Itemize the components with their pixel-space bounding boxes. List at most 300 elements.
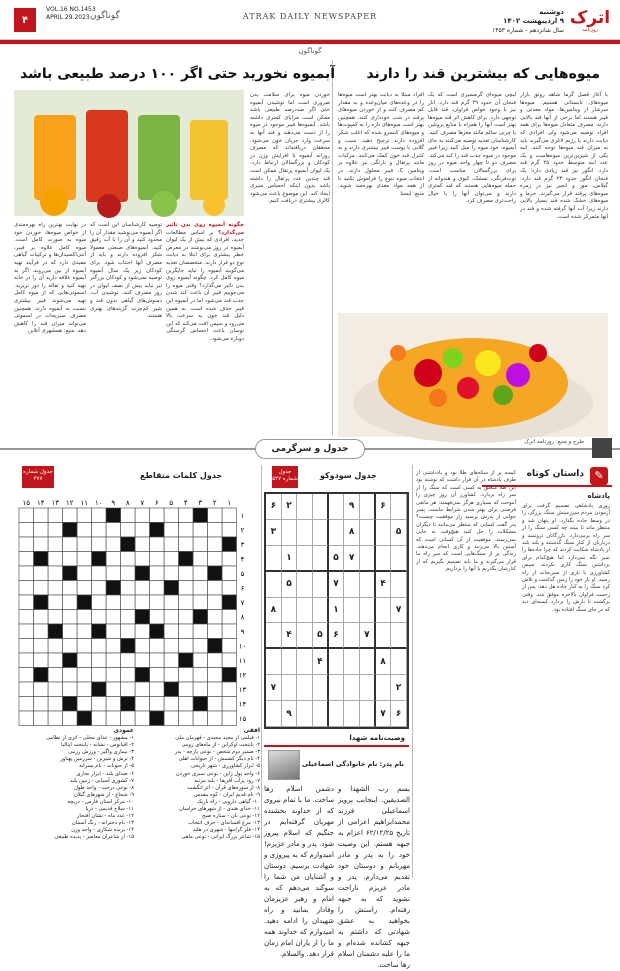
crossword-cell[interactable] [179, 639, 194, 654]
crossword-cell[interactable] [63, 610, 78, 625]
crossword-cell[interactable] [121, 653, 136, 668]
crossword-cell[interactable] [179, 697, 194, 712]
crossword-cell[interactable] [34, 682, 49, 697]
sudoku-cell[interactable] [282, 520, 298, 546]
crossword-cell[interactable] [34, 697, 49, 712]
crossword-cell[interactable] [208, 552, 223, 567]
crossword-cell[interactable] [135, 653, 150, 668]
crossword-cell[interactable] [135, 697, 150, 712]
crossword-cell[interactable] [193, 697, 208, 712]
sudoku-cell[interactable]: ۸ [376, 649, 392, 675]
sudoku-cell[interactable]: ۱ [329, 598, 345, 624]
crossword-cell[interactable] [34, 711, 49, 726]
crossword-cell[interactable] [193, 566, 208, 581]
crossword-cell[interactable] [135, 508, 150, 523]
sudoku-cell[interactable]: ۶ [376, 494, 392, 520]
crossword-cell[interactable] [222, 653, 237, 668]
sudoku-cell[interactable]: ۸ [266, 598, 282, 624]
crossword-cell[interactable] [121, 595, 136, 610]
sudoku-cell[interactable] [391, 623, 407, 649]
crossword-cell[interactable] [63, 668, 78, 683]
sudoku-cell[interactable] [282, 598, 298, 624]
crossword-cell[interactable] [193, 581, 208, 596]
crossword-cell[interactable] [63, 508, 78, 523]
sudoku-cell[interactable] [282, 649, 298, 675]
sudoku-cell[interactable] [344, 598, 360, 624]
sudoku-cell[interactable] [313, 598, 329, 624]
crossword-cell[interactable] [222, 624, 237, 639]
crossword-cell[interactable] [135, 595, 150, 610]
crossword-cell[interactable] [150, 595, 165, 610]
sudoku-cell[interactable] [360, 520, 376, 546]
crossword-cell[interactable] [222, 668, 237, 683]
sudoku-cell[interactable]: ۵ [282, 572, 298, 598]
crossword-cell[interactable] [92, 697, 107, 712]
crossword-cell[interactable] [121, 581, 136, 596]
sudoku-cell[interactable] [297, 623, 313, 649]
crossword-cell[interactable] [48, 682, 63, 697]
sudoku-cell[interactable]: ۷ [329, 572, 345, 598]
sudoku-cell[interactable] [360, 494, 376, 520]
sudoku-cell[interactable]: ۶ [329, 623, 345, 649]
sudoku-cell[interactable]: ۱ [282, 546, 298, 572]
crossword-cell[interactable] [19, 639, 34, 654]
sudoku-cell[interactable] [266, 546, 282, 572]
crossword-cell[interactable] [92, 668, 107, 683]
sudoku-cell[interactable] [391, 649, 407, 675]
crossword-cell[interactable] [222, 566, 237, 581]
sudoku-cell[interactable] [329, 675, 345, 701]
crossword-cell[interactable] [150, 711, 165, 726]
crossword-cell[interactable] [179, 610, 194, 625]
crossword-cell[interactable] [92, 566, 107, 581]
sudoku-cell[interactable] [344, 701, 360, 727]
crossword-cell[interactable] [34, 639, 49, 654]
crossword-cell[interactable] [19, 537, 34, 552]
crossword-cell[interactable] [63, 639, 78, 654]
crossword-cell[interactable] [164, 581, 179, 596]
crossword-cell[interactable] [135, 639, 150, 654]
crossword-cell[interactable] [63, 624, 78, 639]
crossword-cell[interactable] [164, 653, 179, 668]
crossword-cell[interactable] [121, 523, 136, 538]
crossword-cell[interactable] [106, 537, 121, 552]
crossword-cell[interactable] [77, 581, 92, 596]
crossword-cell[interactable] [106, 581, 121, 596]
sudoku-cell[interactable]: ۷ [376, 701, 392, 727]
crossword-cell[interactable] [164, 523, 179, 538]
crossword-cell[interactable] [92, 537, 107, 552]
sudoku-cell[interactable] [297, 598, 313, 624]
crossword-cell[interactable] [63, 682, 78, 697]
crossword-cell[interactable] [63, 697, 78, 712]
crossword-cell[interactable] [92, 523, 107, 538]
sudoku-cell[interactable]: ۵ [391, 520, 407, 546]
sudoku-cell[interactable] [376, 675, 392, 701]
crossword-cell[interactable] [19, 653, 34, 668]
crossword-cell[interactable] [19, 668, 34, 683]
crossword-cell[interactable] [222, 682, 237, 697]
crossword-cell[interactable] [92, 595, 107, 610]
crossword-cell[interactable] [150, 523, 165, 538]
crossword-cell[interactable] [48, 639, 63, 654]
sudoku-cell[interactable] [313, 675, 329, 701]
sudoku-cell[interactable] [360, 649, 376, 675]
crossword-cell[interactable] [77, 610, 92, 625]
crossword-cell[interactable] [19, 610, 34, 625]
crossword-cell[interactable] [34, 566, 49, 581]
crossword-cell[interactable] [48, 668, 63, 683]
sudoku-cell[interactable] [344, 675, 360, 701]
crossword-cell[interactable] [106, 595, 121, 610]
crossword-cell[interactable] [193, 610, 208, 625]
sudoku-cell[interactable] [297, 520, 313, 546]
crossword-cell[interactable] [208, 610, 223, 625]
sudoku-cell[interactable] [376, 520, 392, 546]
sudoku-cell[interactable] [297, 494, 313, 520]
sudoku-cell[interactable] [329, 494, 345, 520]
crossword-cell[interactable] [150, 653, 165, 668]
crossword-cell[interactable] [150, 682, 165, 697]
crossword-cell[interactable] [121, 566, 136, 581]
crossword-cell[interactable] [135, 682, 150, 697]
sudoku-cell[interactable] [391, 494, 407, 520]
crossword-cell[interactable] [48, 653, 63, 668]
crossword-cell[interactable] [63, 566, 78, 581]
crossword-cell[interactable] [193, 682, 208, 697]
crossword-cell[interactable] [222, 697, 237, 712]
crossword-cell[interactable] [34, 595, 49, 610]
crossword-cell[interactable] [48, 523, 63, 538]
crossword-cell[interactable] [179, 552, 194, 567]
crossword-cell[interactable] [222, 581, 237, 596]
crossword-cell[interactable] [19, 682, 34, 697]
crossword-cell[interactable] [34, 668, 49, 683]
crossword-cell[interactable] [48, 581, 63, 596]
crossword-cell[interactable] [150, 610, 165, 625]
crossword-cell[interactable] [77, 624, 92, 639]
crossword-cell[interactable] [208, 595, 223, 610]
crossword-cell[interactable] [77, 523, 92, 538]
crossword-cell[interactable] [106, 639, 121, 654]
sudoku-cell[interactable] [344, 623, 360, 649]
sudoku-cell[interactable]: ۷ [266, 675, 282, 701]
sudoku-grid[interactable] [264, 492, 409, 729]
crossword-cell[interactable] [77, 682, 92, 697]
crossword-cell[interactable] [34, 523, 49, 538]
crossword-cell[interactable] [135, 523, 150, 538]
crossword-cell[interactable] [48, 537, 63, 552]
crossword-cell[interactable] [48, 711, 63, 726]
crossword-cell[interactable] [179, 624, 194, 639]
sudoku-cell[interactable] [266, 649, 282, 675]
crossword-cell[interactable] [34, 508, 49, 523]
sudoku-cell[interactable]: ۶ [391, 701, 407, 727]
crossword-cell[interactable] [77, 668, 92, 683]
crossword-cell[interactable] [92, 610, 107, 625]
crossword-cell[interactable] [19, 595, 34, 610]
crossword-cell[interactable] [106, 610, 121, 625]
crossword-cell[interactable] [193, 624, 208, 639]
sudoku-cell[interactable] [344, 649, 360, 675]
sudoku-cell[interactable] [313, 572, 329, 598]
crossword-cell[interactable] [164, 697, 179, 712]
crossword-cell[interactable] [150, 537, 165, 552]
crossword-cell[interactable] [222, 508, 237, 523]
sudoku-cell[interactable]: ۴ [282, 623, 298, 649]
sudoku-cell[interactable]: ۳ [266, 520, 282, 546]
crossword-cell[interactable] [48, 610, 63, 625]
crossword-cell[interactable] [77, 639, 92, 654]
crossword-cell[interactable] [193, 508, 208, 523]
crossword-cell[interactable] [48, 552, 63, 567]
crossword-cell[interactable] [19, 624, 34, 639]
crossword-cell[interactable] [179, 682, 194, 697]
crossword-cell[interactable] [63, 653, 78, 668]
crossword-cell[interactable] [63, 581, 78, 596]
crossword-cell[interactable] [150, 552, 165, 567]
crossword-cell[interactable] [193, 595, 208, 610]
crossword-cell[interactable] [106, 523, 121, 538]
sudoku-cell[interactable]: ۲ [391, 675, 407, 701]
crossword-cell[interactable] [121, 552, 136, 567]
sudoku-cell[interactable] [360, 572, 376, 598]
sudoku-cell[interactable] [391, 546, 407, 572]
crossword-cell[interactable] [164, 552, 179, 567]
crossword-cell[interactable] [179, 595, 194, 610]
crossword-cell[interactable] [34, 552, 49, 567]
sudoku-cell[interactable] [297, 675, 313, 701]
crossword-cell[interactable] [208, 711, 223, 726]
sudoku-cell[interactable] [282, 675, 298, 701]
crossword-cell[interactable] [208, 653, 223, 668]
crossword-cell[interactable] [150, 566, 165, 581]
crossword-cell[interactable] [63, 595, 78, 610]
crossword-cell[interactable] [48, 624, 63, 639]
crossword-cell[interactable] [19, 566, 34, 581]
crossword-cell[interactable] [208, 581, 223, 596]
sudoku-cell[interactable]: ۲ [282, 494, 298, 520]
crossword-cell[interactable] [222, 523, 237, 538]
crossword-cell[interactable] [150, 668, 165, 683]
sudoku-cell[interactable] [329, 649, 345, 675]
sudoku-cell[interactable]: ۵ [329, 546, 345, 572]
crossword-cell[interactable] [222, 711, 237, 726]
crossword-cell[interactable] [150, 581, 165, 596]
crossword-cell[interactable] [63, 711, 78, 726]
sudoku-cell[interactable]: ۴ [376, 572, 392, 598]
crossword-cell[interactable] [92, 653, 107, 668]
crossword-cell[interactable] [106, 552, 121, 567]
crossword-cell[interactable] [208, 668, 223, 683]
crossword-cell[interactable] [135, 552, 150, 567]
crossword-cell[interactable] [208, 624, 223, 639]
crossword-cell[interactable] [19, 697, 34, 712]
crossword-cell[interactable] [106, 668, 121, 683]
crossword-cell[interactable] [208, 639, 223, 654]
sudoku-cell[interactable] [266, 623, 282, 649]
crossword-cell[interactable] [92, 682, 107, 697]
sudoku-cell[interactable]: ۹ [282, 701, 298, 727]
crossword-cell[interactable] [208, 508, 223, 523]
sudoku-cell[interactable] [313, 701, 329, 727]
crossword-cell[interactable] [34, 624, 49, 639]
crossword-cell[interactable] [193, 653, 208, 668]
sudoku-cell[interactable]: ۷ [391, 598, 407, 624]
crossword-cell[interactable] [164, 639, 179, 654]
crossword-cell[interactable] [164, 668, 179, 683]
crossword-cell[interactable] [92, 581, 107, 596]
crossword-cell[interactable] [19, 508, 34, 523]
crossword-cell[interactable] [77, 595, 92, 610]
crossword-cell[interactable] [92, 552, 107, 567]
sudoku-cell[interactable] [329, 520, 345, 546]
sudoku-cell[interactable] [360, 598, 376, 624]
crossword-cell[interactable] [208, 566, 223, 581]
crossword-cell[interactable] [179, 566, 194, 581]
crossword-cell[interactable] [106, 711, 121, 726]
crossword-cell[interactable] [135, 711, 150, 726]
crossword-cell[interactable] [208, 697, 223, 712]
crossword-cell[interactable] [179, 581, 194, 596]
crossword-cell[interactable] [48, 508, 63, 523]
sudoku-cell[interactable]: ۶ [266, 494, 282, 520]
sudoku-cell[interactable]: ۷ [360, 623, 376, 649]
crossword-cell[interactable] [121, 537, 136, 552]
crossword-cell[interactable] [19, 552, 34, 567]
sudoku-cell[interactable] [297, 649, 313, 675]
sudoku-cell[interactable] [329, 701, 345, 727]
crossword-cell[interactable] [77, 711, 92, 726]
crossword-cell[interactable] [63, 523, 78, 538]
crossword-cell[interactable] [106, 508, 121, 523]
crossword-cell[interactable] [121, 668, 136, 683]
crossword-cell[interactable] [135, 668, 150, 683]
sudoku-cell[interactable] [360, 675, 376, 701]
sudoku-cell[interactable]: ۸ [344, 520, 360, 546]
crossword-cell[interactable] [77, 508, 92, 523]
sudoku-cell[interactable] [360, 546, 376, 572]
crossword-cell[interactable] [92, 624, 107, 639]
crossword-cell[interactable] [121, 639, 136, 654]
crossword-cell[interactable] [193, 523, 208, 538]
crossword-cell[interactable] [164, 566, 179, 581]
crossword-cell[interactable] [208, 537, 223, 552]
crossword-cell[interactable] [121, 610, 136, 625]
crossword-cell[interactable] [222, 595, 237, 610]
sudoku-cell[interactable] [297, 572, 313, 598]
crossword-cell[interactable] [34, 610, 49, 625]
crossword-cell[interactable] [164, 610, 179, 625]
sudoku-cell[interactable] [266, 572, 282, 598]
crossword-cell[interactable] [135, 610, 150, 625]
sudoku-cell[interactable] [391, 572, 407, 598]
crossword-cell[interactable] [48, 566, 63, 581]
sudoku-cell[interactable]: ۹ [344, 494, 360, 520]
sudoku-cell[interactable] [266, 701, 282, 727]
sudoku-cell[interactable] [297, 546, 313, 572]
crossword-cell[interactable] [48, 697, 63, 712]
crossword-cell[interactable] [179, 668, 194, 683]
crossword-cell[interactable] [164, 711, 179, 726]
crossword-cell[interactable] [63, 552, 78, 567]
crossword-cell[interactable] [34, 653, 49, 668]
crossword-cell[interactable] [150, 639, 165, 654]
crossword-cell[interactable] [77, 537, 92, 552]
crossword-cell[interactable] [121, 697, 136, 712]
crossword-cell[interactable] [193, 537, 208, 552]
crossword-cell[interactable] [77, 697, 92, 712]
crossword-cell[interactable] [63, 537, 78, 552]
crossword-cell[interactable] [106, 682, 121, 697]
sudoku-cell[interactable] [344, 572, 360, 598]
sudoku-cell[interactable] [376, 623, 392, 649]
crossword-cell[interactable] [135, 581, 150, 596]
crossword-cell[interactable] [121, 711, 136, 726]
crossword-cell[interactable] [179, 523, 194, 538]
crossword-cell[interactable] [106, 624, 121, 639]
sudoku-cell[interactable] [376, 546, 392, 572]
crossword-cell[interactable] [208, 523, 223, 538]
sudoku-cell[interactable] [360, 701, 376, 727]
crossword-cell[interactable] [19, 581, 34, 596]
crossword-cell[interactable] [222, 552, 237, 567]
crossword-cell[interactable] [92, 639, 107, 654]
crossword-cell[interactable] [179, 537, 194, 552]
crossword-cell[interactable] [164, 537, 179, 552]
crossword-cell[interactable] [19, 523, 34, 538]
crossword-cell[interactable] [48, 595, 63, 610]
crossword-cell[interactable] [121, 508, 136, 523]
crossword-cell[interactable] [179, 653, 194, 668]
crossword-cell[interactable] [222, 639, 237, 654]
crossword-cell[interactable] [106, 566, 121, 581]
crossword-cell[interactable] [106, 697, 121, 712]
sudoku-cell[interactable] [313, 494, 329, 520]
crossword-cell[interactable] [77, 552, 92, 567]
crossword-cell[interactable] [150, 508, 165, 523]
crossword-cell[interactable] [135, 566, 150, 581]
crossword-cell[interactable] [92, 508, 107, 523]
crossword-cell[interactable] [193, 552, 208, 567]
crossword-cell[interactable] [164, 595, 179, 610]
crossword-cell[interactable] [106, 653, 121, 668]
sudoku-cell[interactable]: ۵ [313, 623, 329, 649]
crossword-cell[interactable] [150, 624, 165, 639]
crossword-cell[interactable] [208, 682, 223, 697]
sudoku-cell[interactable] [313, 546, 329, 572]
sudoku-cell[interactable] [297, 701, 313, 727]
crossword-cell[interactable] [34, 581, 49, 596]
sudoku-cell[interactable] [313, 520, 329, 546]
crossword-cell[interactable] [179, 711, 194, 726]
crossword-cell[interactable] [222, 537, 237, 552]
crossword-cell[interactable] [19, 711, 34, 726]
sudoku-cell[interactable]: ۴ [313, 649, 329, 675]
crossword-cell[interactable] [164, 508, 179, 523]
crossword-cell[interactable] [135, 537, 150, 552]
crossword-cell[interactable] [150, 697, 165, 712]
sudoku-cell[interactable]: ۷ [344, 546, 360, 572]
crossword-cell[interactable] [135, 624, 150, 639]
crossword-cell[interactable] [193, 639, 208, 654]
crossword-cell[interactable] [92, 711, 107, 726]
crossword-cell[interactable] [193, 668, 208, 683]
crossword-cell[interactable] [164, 624, 179, 639]
crossword-grid[interactable] [14, 494, 259, 724]
crossword-cell[interactable] [179, 508, 194, 523]
crossword-cell[interactable] [193, 711, 208, 726]
